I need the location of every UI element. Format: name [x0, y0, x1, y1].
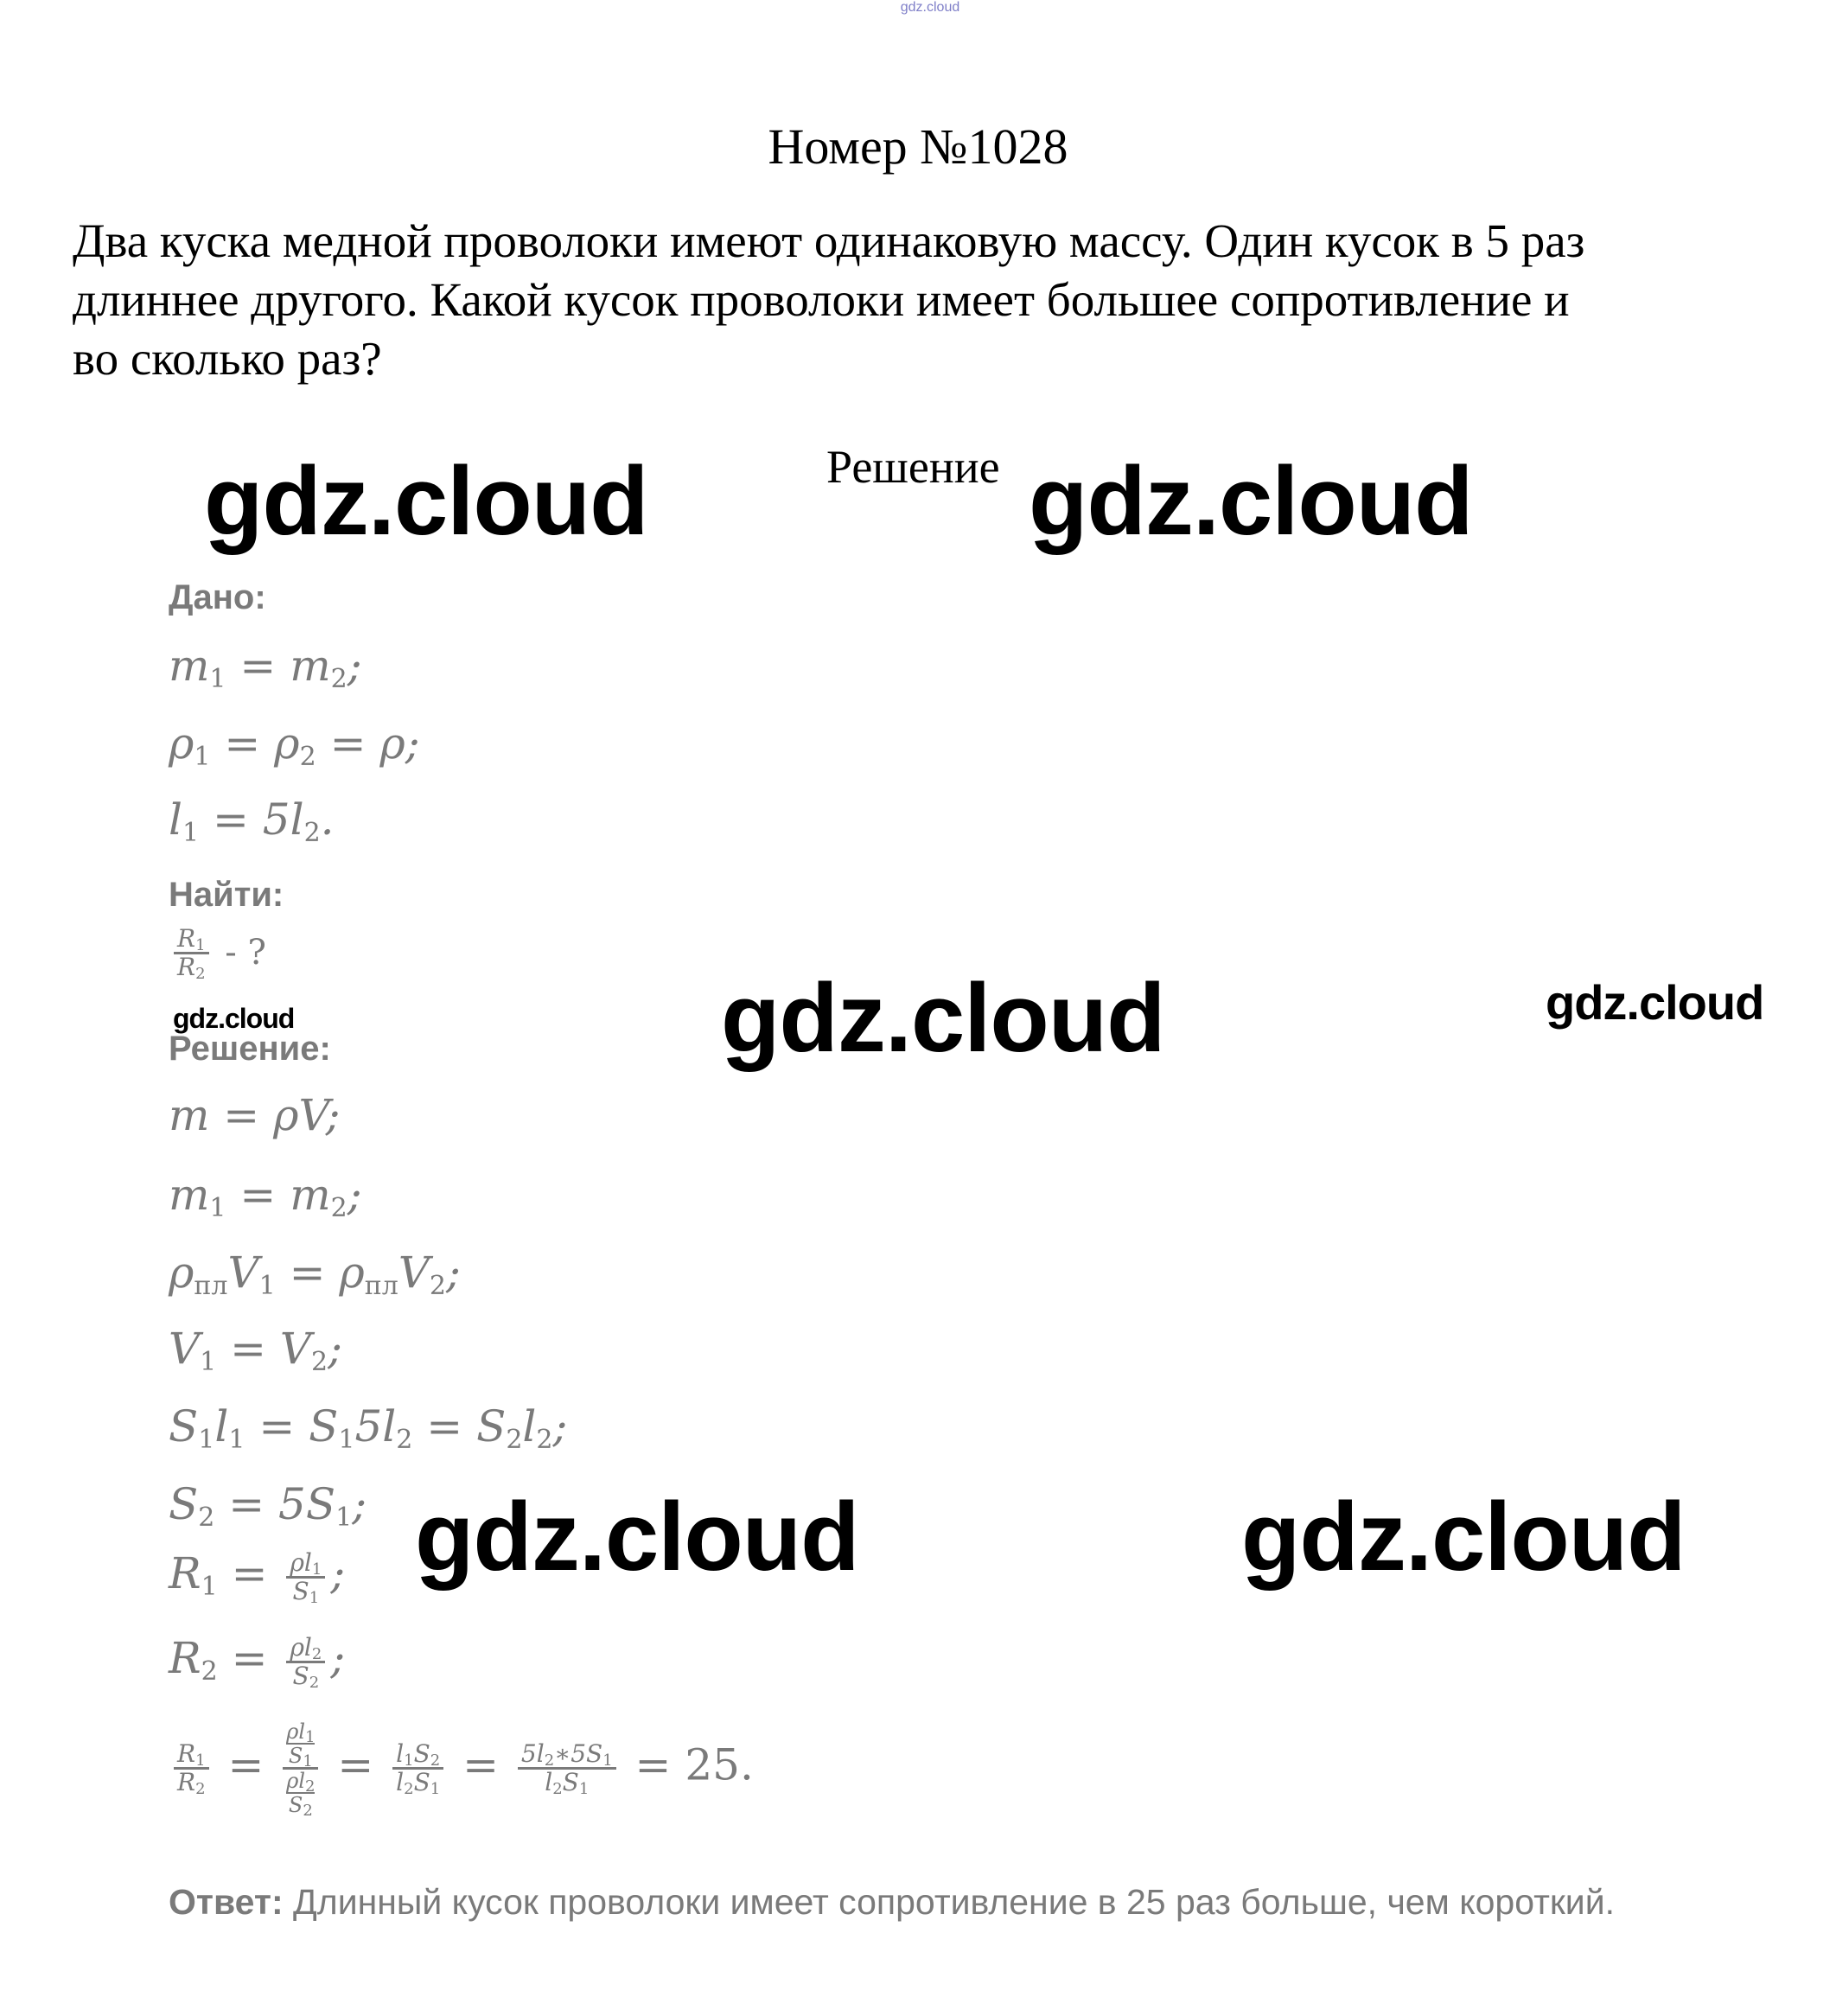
- given-density-equation: $\rho_1 = \rho_2 = \rho$;: [169, 718, 420, 772]
- problem-line-3: во сколько раз?: [73, 332, 382, 385]
- compound-fraction: $\rho l_1$ $S_1$ $\rho l_2$ $S_2$: [283, 1720, 318, 1816]
- resistance-2-equation: $R_2$ = $\frac{\rho l_2}{S_2}$ ;: [169, 1632, 346, 1692]
- given-length-equation: $l_1 = 5l_2$.: [169, 794, 335, 848]
- resistance-ratio-fraction: $\frac{R_1}{R_2}$: [174, 926, 209, 980]
- find-label: Найти:: [169, 876, 284, 914]
- resistance-1-equation: $R_1$ = $\frac{\rho l_1}{S_1}$ ;: [169, 1547, 346, 1607]
- solution-heading: Решение: [826, 441, 1000, 493]
- problem-line-1: Два куска медной проволоки имеют одинаковую массу. Один кусок в 5 раз: [73, 214, 1585, 267]
- fraction: $\frac{\rho l_2}{S_2}$: [286, 1635, 325, 1689]
- resistance-ratio-equation: $\frac{R_1}{R_2}$ = $\rho l_1$ $S_1$ $\rho l_2$ $S_2$ = $\frac{l_1S_2}{l_2S_1}$ = $\frac{5l_2∗5S_1}{l_2S_1}$ = 25.: [169, 1720, 754, 1816]
- solution-label: Решение:: [169, 1030, 331, 1068]
- volume-equality-equation: $V_1 = V_2$;: [169, 1324, 342, 1377]
- area-length-equation: $S_1l_1 = S_15l_2 = S_2l_2$;: [169, 1401, 568, 1455]
- answer: [169, 1880, 1615, 1923]
- given-mass-equation: $m_1 = m_2$;: [169, 641, 362, 694]
- problem-statement: [73, 212, 1784, 388]
- watermark: gdz.cloud: [721, 964, 1165, 1072]
- watermark: gdz.cloud: [204, 447, 648, 555]
- mass-equality-equation: $m_1 = m_2$;: [169, 1170, 362, 1223]
- mass-density-volume-equation: m = ρV;: [169, 1090, 341, 1140]
- density-volume-equation: $\rho_{пл}V_1 = \rho_{пл}V_2$;: [169, 1247, 461, 1301]
- find-expression: [169, 923, 266, 983]
- fraction: $\frac{l_1S_2}{l_2S_1}$: [392, 1741, 443, 1796]
- watermark: gdz.cloud: [173, 1003, 295, 1034]
- answer-text: Длинный кусок проволоки имеет сопротивление в 25 раз больше, чем короткий.: [283, 1882, 1616, 1922]
- result-value: 25.: [685, 1739, 754, 1790]
- watermark: gdz.cloud: [1029, 447, 1473, 555]
- page-title: Номер №1028: [768, 118, 1068, 175]
- area-relation-equation: $S_2 = 5S_1$;: [169, 1479, 367, 1533]
- fraction: $\frac{R_1}{R_2}$: [174, 1741, 209, 1796]
- given-label: Дано:: [169, 578, 266, 616]
- fraction: $\frac{\rho l_1}{S_1}$: [286, 1550, 325, 1605]
- watermark: gdz.cloud: [415, 1483, 859, 1591]
- fraction: $\frac{5l_2∗5S_1}{l_2S_1}$: [518, 1741, 616, 1796]
- watermark: gdz.cloud: [1546, 975, 1764, 1030]
- answer-label: Ответ:: [169, 1882, 284, 1922]
- problem-line-2: длиннее другого. Какой кусок проволоки имеет большее сопротивление и: [73, 273, 1570, 326]
- find-suffix: - ?: [214, 933, 266, 973]
- top-watermark: gdz.cloud: [900, 0, 960, 15]
- watermark: gdz.cloud: [1241, 1483, 1686, 1591]
